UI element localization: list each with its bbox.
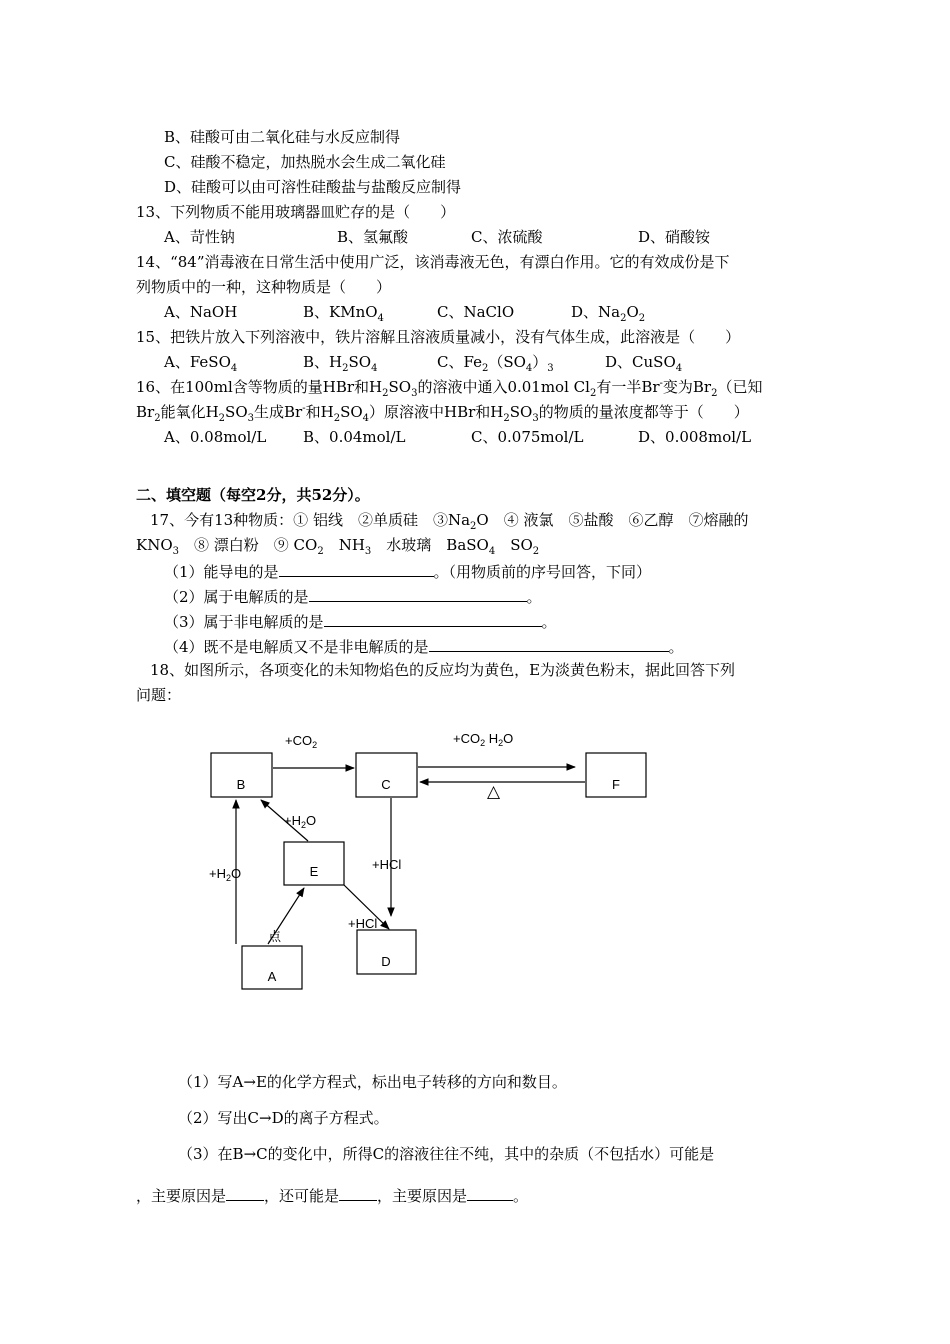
q18-part-3-continued: ，主要原因是 ，还可能是 ，主要原因是 。 <box>136 1184 528 1206</box>
q17-part-1: （1）能导电的是 。（用物质前的序号回答，下同） <box>164 560 651 582</box>
q13-option-a: A、苛性钠 <box>164 228 235 246</box>
q13-option-b: B、氢氟酸 <box>337 228 409 246</box>
q16-option-a: A、0.08mol/L <box>164 428 267 446</box>
q18-part-2: （2）写出C→D的离子方程式。 <box>178 1109 389 1127</box>
answer-blank[interactable] <box>226 1184 264 1201</box>
q16-option-d: D、0.008mol/L <box>638 428 752 446</box>
q14-stem-line2: 列物质中的一种，这种物质是（ ） <box>136 278 392 296</box>
q15-option-d: D、CuSO$_4$ <box>605 353 683 374</box>
q13-option-c: C、浓硫酸 <box>471 228 543 246</box>
box-b-label: B <box>236 777 246 792</box>
q17-part-2: （2）属于电解质的是 。 <box>164 585 542 607</box>
label-c-to-d: +HCl <box>372 857 402 872</box>
q17-part-3: （3）属于非电解质的是 。 <box>164 610 557 632</box>
answer-blank[interactable] <box>467 1184 513 1201</box>
box-f-label: F <box>612 777 620 792</box>
q14-option-d: D、$Na_2O_2$ <box>571 303 646 324</box>
q14-option-b: B、KMnO$_4$ <box>303 303 384 324</box>
label-c-to-f: $+CO_2$ $H_2O$ <box>453 731 514 748</box>
q17-part-4: （4）既不是电解质又不是非电解质的是 。 <box>164 635 684 657</box>
q15-option-c: C、$Fe_2(SO_4)_3$ <box>437 353 554 374</box>
box-a-label: A <box>267 969 277 984</box>
q14-option-a: A、NaOH <box>164 303 238 321</box>
q15-option-a: A、FeSO$_4$ <box>164 353 238 374</box>
q16-option-c: C、0.075mol/L <box>471 428 584 446</box>
q12-option-c: C、硅酸不稳定，加热脱水会生成二氧化硅 <box>164 153 446 171</box>
q18-part-3: （3）在B→C的变化中，所得C的溶液往往不纯，其中的杂质（不包括水）可能是 <box>178 1145 715 1163</box>
q13-option-d: D、硝酸铵 <box>638 228 711 246</box>
box-d-label: D <box>381 954 391 969</box>
section-2-title: 二、填空题（每空2分，共52分）。 <box>136 486 370 504</box>
label-a-to-b: $+H_2O$ <box>209 866 242 883</box>
q15-option-b: B、$H_2SO_4$ <box>303 353 378 374</box>
q16-option-b: B、0.04mol/L <box>303 428 406 446</box>
q16-stem-line1: 16、在100ml含等物质的量HBr和$H_2SO_3$的溶液中通入0.01mol $Cl_2$有一半Br-变为$Br_2$（已知 <box>136 378 763 399</box>
heat-symbol: △ <box>487 782 501 801</box>
q12-option-d: D、硅酸可以由可溶性硅酸盐与盐酸反应制得 <box>164 178 462 196</box>
q15-stem: 15、把铁片放入下列溶液中，铁片溶解且溶液质量减小，没有气体生成，此溶液是（ ） <box>136 328 741 346</box>
q16-stem-line2: $Br_2$能氧化$H_2SO_3$生成Br-和$H_2SO_4$）原溶液中HBr和$H_2SO_3$的物质的量浓度都等于（ ） <box>136 403 749 424</box>
q18-part-1: （1）写A→E的化学方程式，标出电子转移的方向和数目。 <box>178 1073 567 1091</box>
label-ignite: 点 <box>268 929 282 944</box>
q13-stem: 13、下列物质不能用玻璃器皿贮存的是（ ） <box>136 203 456 221</box>
label-e-to-d: +HCl <box>348 916 378 931</box>
q18-stem-line2: 问题： <box>136 686 182 704</box>
box-e-label: E <box>309 864 319 879</box>
q12-option-b: B、硅酸可由二氧化硅与水反应制得 <box>164 128 401 146</box>
answer-blank[interactable] <box>339 1184 377 1201</box>
q14-option-c: C、NaClO <box>437 303 515 321</box>
label-e-to-b: $+H_2O$ <box>284 813 317 830</box>
label-b-to-c: $+CO_2$ <box>285 733 318 750</box>
box-c-label: C <box>381 777 391 792</box>
q17-stem-line2: $KNO_3$ ⑧ 漂白粉 ⑨ $CO_2$ $NH_3$ 水玻璃 BaSO$_4$ $SO_2$ <box>136 536 540 557</box>
q14-stem-line1: 14、“84”消毒液在日常生活中使用广泛，该消毒液无色，有漂白作用。它的有效成份是下 <box>136 253 730 271</box>
q18-stem-line1: 18、如图所示，各项变化的未知物焰色的反应均为黄色，E为淡黄色粉末，据此回答下列 <box>150 661 736 679</box>
q17-stem-line1: 17、今有13种物质：① 铝线 ②单质硅 $③Na_2O$ ④ 液氯 ⑤盐酸 ⑥乙醇 ⑦熔融的 <box>150 511 749 532</box>
